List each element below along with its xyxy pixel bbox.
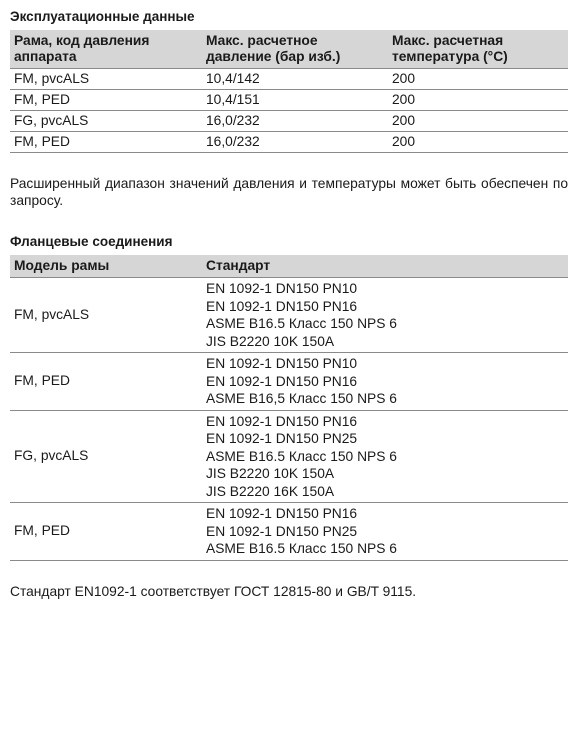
cell-frame: FM, PED: [10, 90, 202, 111]
cell-pressure: 16,0/232: [202, 111, 388, 132]
cell-pressure: 10,4/142: [202, 69, 388, 90]
cell-frame-model: FM, PED: [10, 503, 202, 561]
standard-line: EN 1092-1 DN150 PN10: [206, 281, 358, 296]
cell-pressure: 10,4/151: [202, 90, 388, 111]
table-row: [10, 90, 568, 111]
standard-line: ASME B16,5 Класс 150 NPS 6: [206, 391, 397, 406]
table-row: [10, 132, 568, 153]
operating-data-title: Эксплуатационные данные: [10, 9, 195, 24]
document-page: [10, 8, 568, 600]
flange-connections-title: Фланцевые соединения: [10, 234, 173, 249]
cell-frame-model: FM, pvcALS: [10, 278, 202, 353]
standard-line: EN 1092-1 DN150 PN25: [206, 523, 358, 539]
header-frame-code: Рама, код давления аппарата: [10, 30, 202, 69]
cell-temperature: 200: [388, 132, 568, 153]
standard-line: EN 1092-1 DN150 PN25: [206, 431, 358, 446]
cell-temperature: 200: [388, 111, 568, 132]
flange-connections-table: [10, 255, 568, 561]
cell-standards: [202, 503, 568, 561]
cell-frame-model: FM, PED: [10, 353, 202, 411]
cell-pressure: 16,0/232: [202, 132, 388, 153]
cell-temperature: 200: [388, 90, 568, 111]
header-frame-model: Модель рамы: [10, 255, 202, 278]
standard-line: JIS B2220 10K 150A: [206, 333, 335, 349]
header-max-temperature: Макс. расчетная температура (°C): [388, 30, 568, 69]
operating-header-row: [10, 30, 568, 69]
table-row: [10, 69, 568, 90]
standard-line: EN 1092-1 DN150 PN10: [206, 356, 358, 371]
cell-frame: FM, PED: [10, 132, 202, 153]
cell-frame: FM, pvcALS: [10, 69, 202, 90]
table-row: [10, 410, 568, 503]
table-row: [10, 503, 568, 561]
standard-line: JIS B2220 10K 150A: [206, 466, 335, 481]
cell-standards: [202, 353, 568, 411]
cell-temperature: 200: [388, 69, 568, 90]
table-row: [10, 278, 568, 353]
flange-header-row: [10, 255, 568, 278]
cell-standards: [202, 278, 568, 353]
standard-line: ASME B16.5 Класс 150 NPS 6: [206, 316, 397, 331]
header-max-pressure: Макс. расчетное давление (бар изб.): [202, 30, 388, 69]
standards-footnote: Стандарт EN1092-1 соответствует ГОСТ 12815-80 и GB/T 9115.: [10, 583, 417, 599]
standard-line: EN 1092-1 DN150 PN16: [206, 298, 358, 314]
standard-line: ASME B16.5 Класс 150 NPS 6: [206, 448, 397, 464]
cell-standards: [202, 410, 568, 503]
operating-data-table: [10, 30, 568, 153]
standard-line: EN 1092-1 DN150 PN16: [206, 413, 358, 429]
standard-line: EN 1092-1 DN150 PN16: [206, 506, 358, 521]
extended-range-note: Расширенный диапазон значений давления и температуры может быть обеспечен по запросу.: [10, 176, 568, 208]
standard-line: ASME B16.5 Класс 150 NPS 6: [206, 541, 397, 556]
table-row: [10, 353, 568, 411]
header-standard: Стандарт: [202, 255, 568, 278]
cell-frame: FG, pvcALS: [10, 111, 202, 132]
standard-line: EN 1092-1 DN150 PN16: [206, 373, 358, 389]
standard-line: JIS B2220 16K 150A: [206, 483, 335, 499]
table-row: [10, 111, 568, 132]
cell-frame-model: FG, pvcALS: [10, 410, 202, 503]
